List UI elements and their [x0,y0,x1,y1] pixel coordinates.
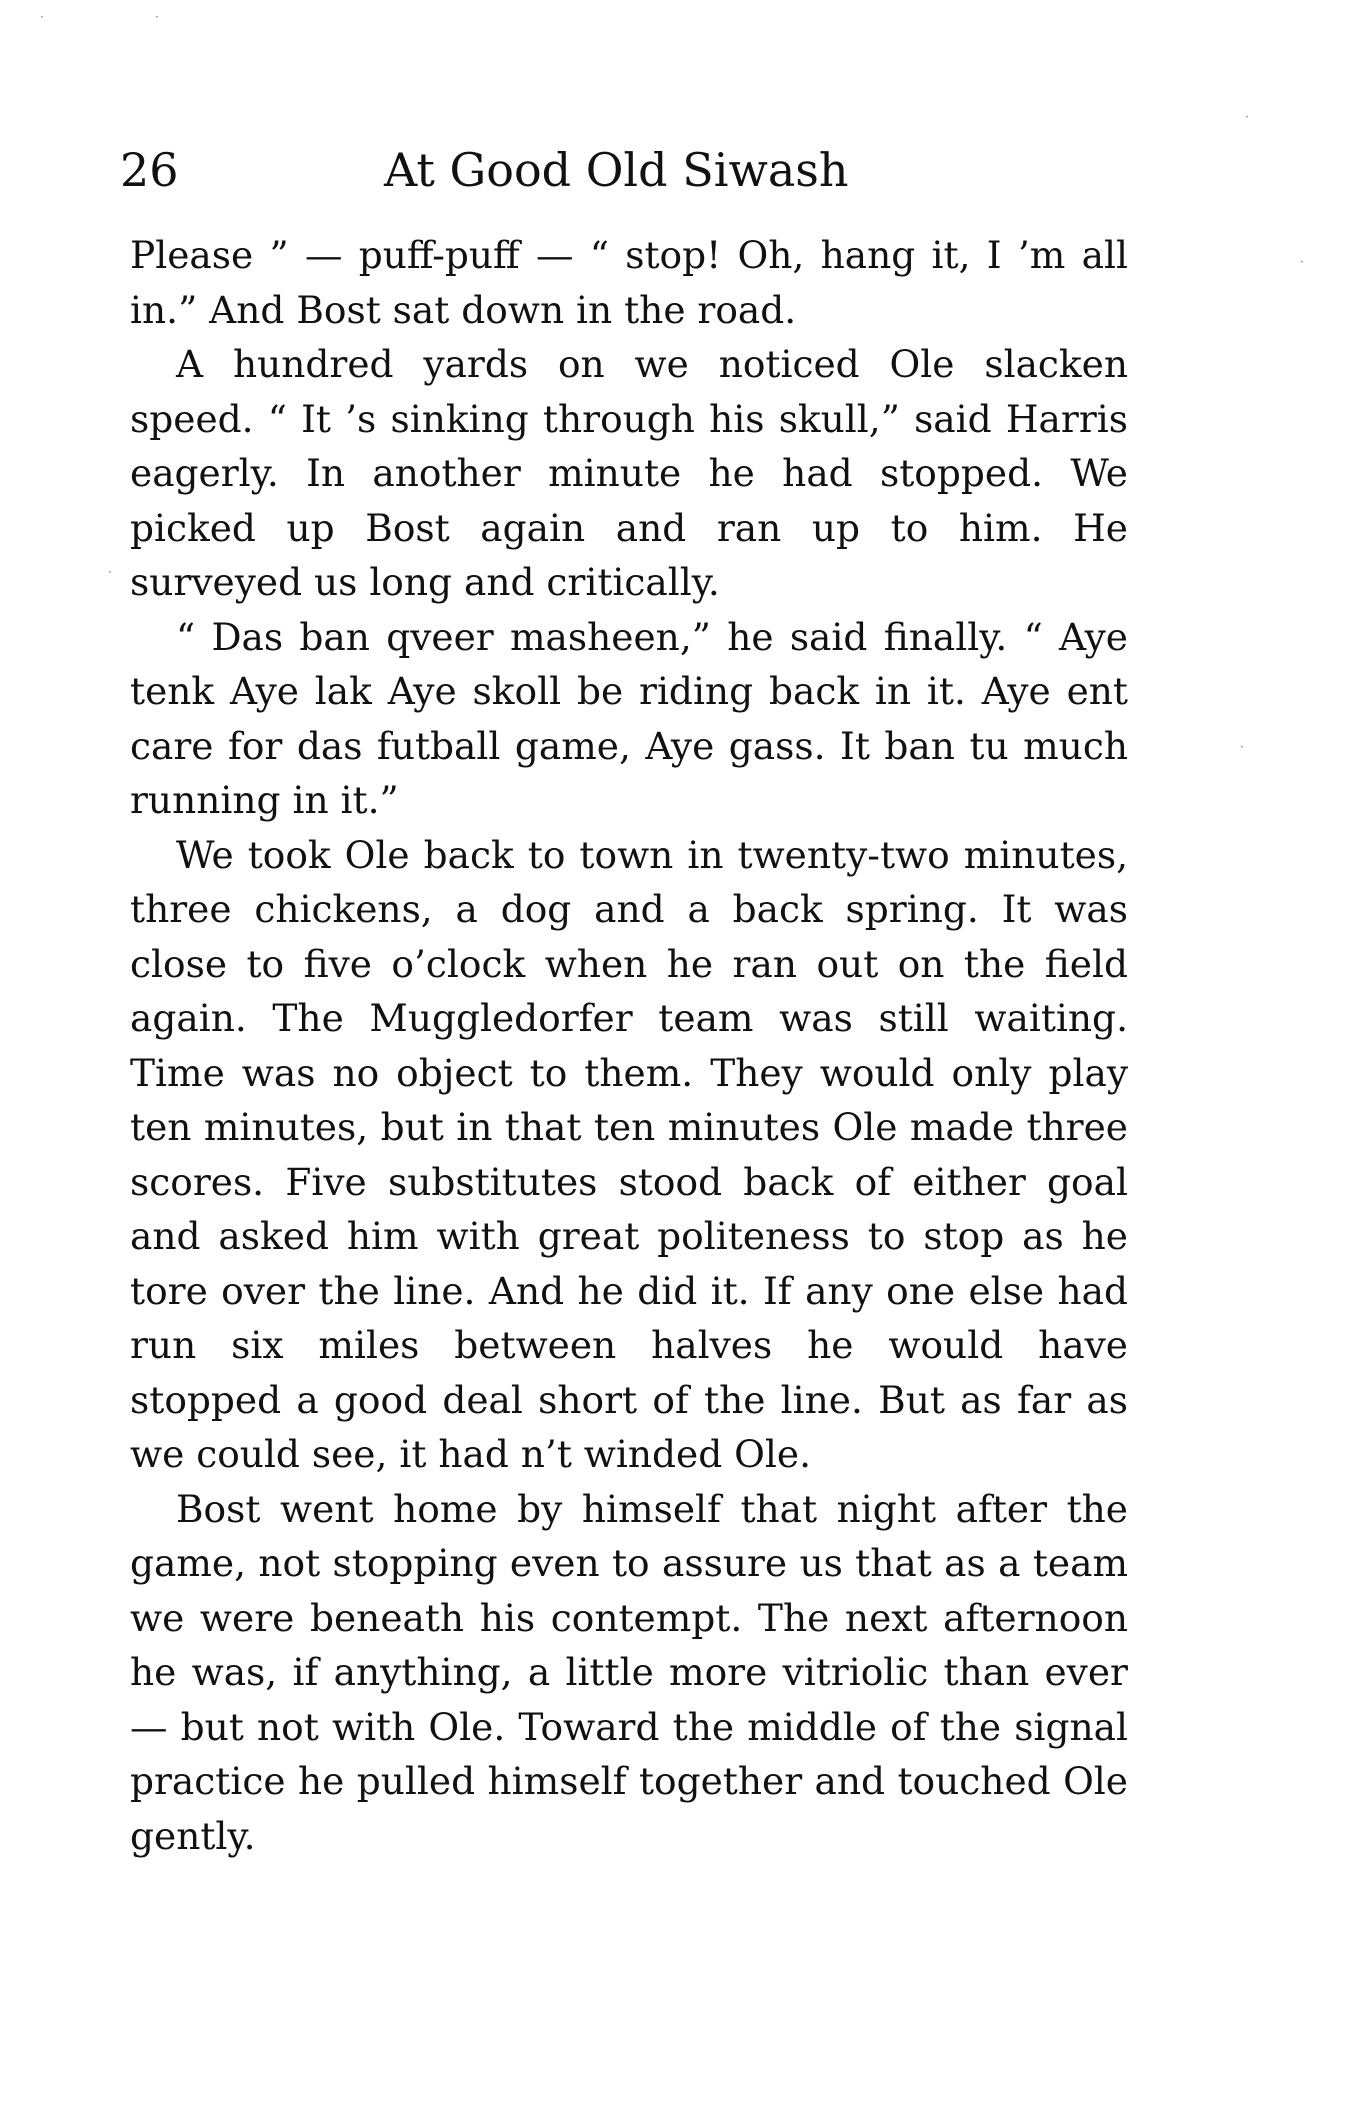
running-title: At Good Old Siwash [384,143,849,197]
scan-speck: · [1300,255,1304,269]
paragraph: Please ” — puff-puff — “ stop! Oh, hang it, I ’m all in.” And Bost sat down in the road. [130,233,1128,332]
page-header [120,140,1130,200]
scan-speck: · [1240,740,1244,754]
paragraph: A hundred yards on we noticed Ole slacken speed. “ It ’s sinking through his skull,” said Harris eagerly. In another minute he had stopped. We picked up Bost again and ran up to him. He surveyed us long and critically. [130,342,1128,604]
paragraph: Bost went home by himself that night after the game, not stopping even to assure us that as a team we were beneath his contempt. The next afternoon he was, if anything, a little more vitriolic than ever — but not with Ole. Toward the middle of the signal practice he pulled himself together and touched Ole gently. [130,1486,1128,1858]
scan-speck: · [108,565,112,579]
scan-speck: · [40,10,44,24]
paragraph: “ Das ban qveer masheen,” he said finally. “ Aye tenk Aye lak Aye skoll be riding back in it. Aye ent care for das futball game, Aye gass. It ban tu much running in it.” [130,614,1128,822]
page-number: 26 [120,143,179,197]
body-text [130,228,1128,1863]
paragraph: We took Ole back to town in twenty-two minutes, three chickens, a dog and a back spring. It was close to five o’clock when he ran out on the field again. The Muggledorfer team was still waiting. Time was no object to them. They would only play ten minutes, but in that ten minutes Ole made three scores. Five substitutes stood back of either goal and asked him with great politeness to stop as he tore over the line. And he did it. If any one else had run six miles between halves he would have stopped a good deal short of the line. But as far as we could see, it had n’t winded Ole. [130,832,1128,1476]
scan-speck: · [1245,110,1249,124]
scan-speck: · [155,10,159,24]
